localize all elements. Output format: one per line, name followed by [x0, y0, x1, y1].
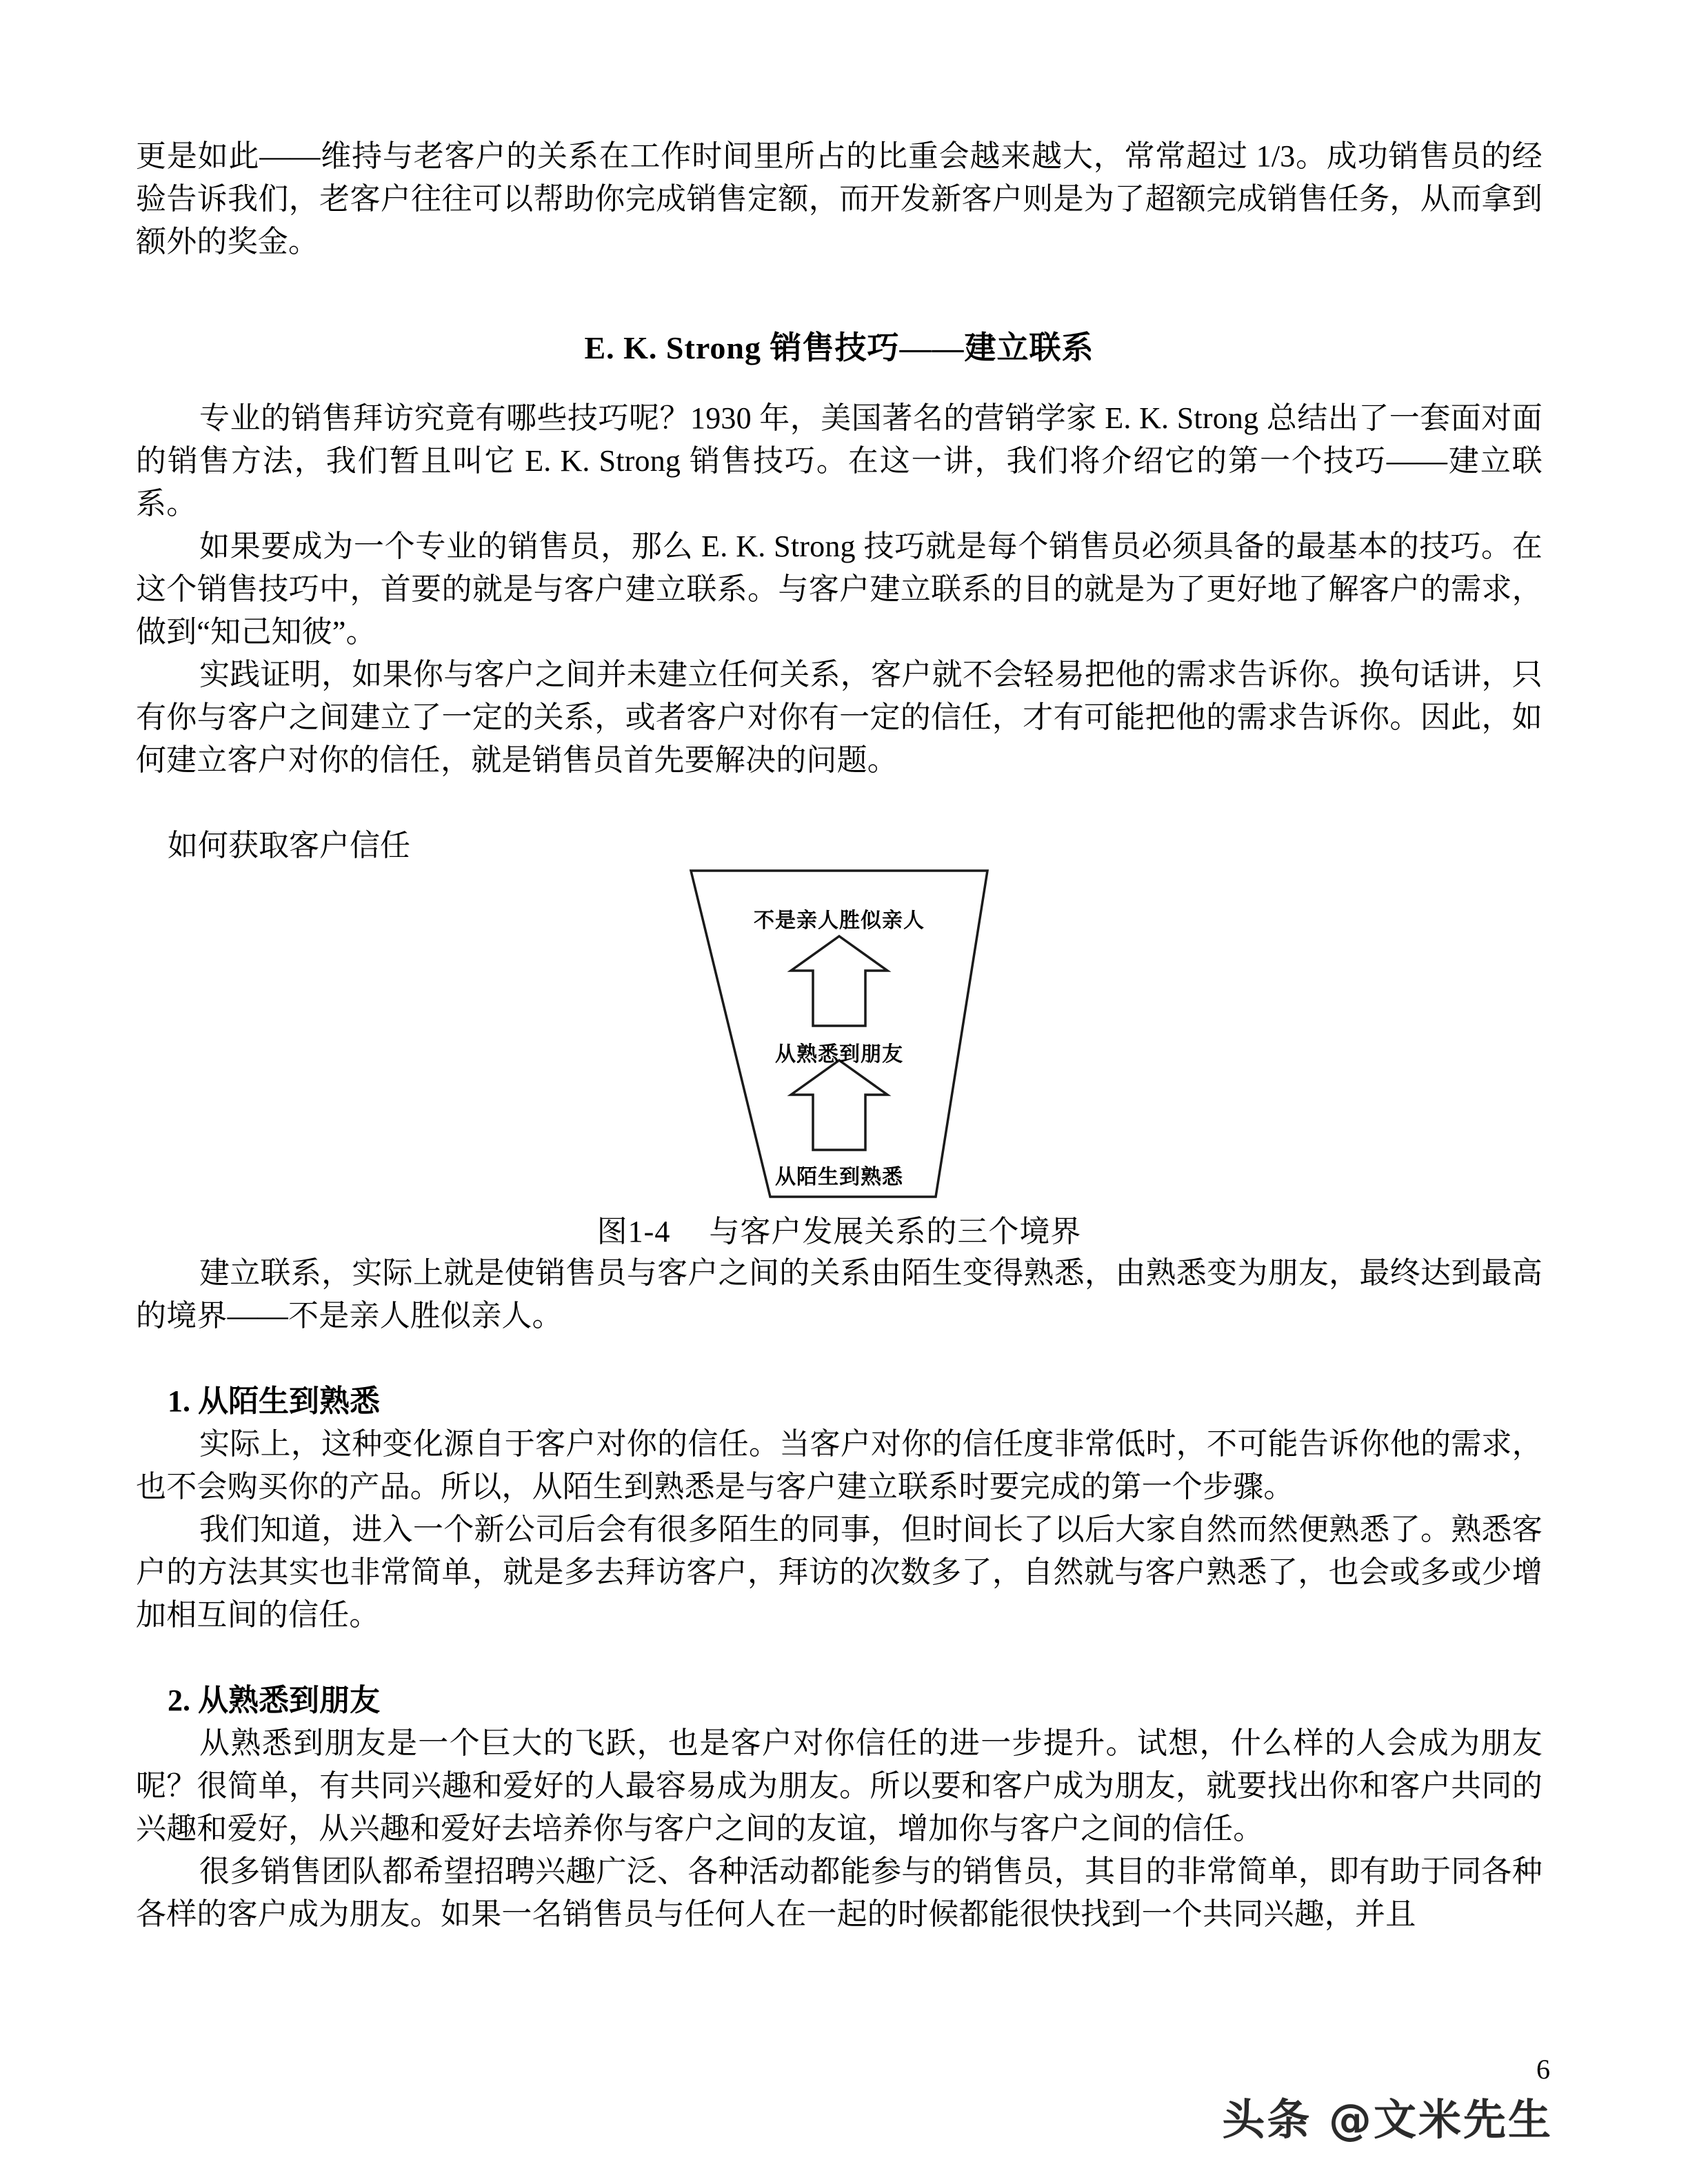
paragraph-7: 从熟悉到朋友是一个巨大的飞跃，也是客户对你信任的进一步提升。试想，什么样的人会成为朋友呢？很简单，有共同兴趣和爱好的人最容易成为朋友。所以要和客户成为朋友，就要找出你和客户共同的兴趣和爱好，从兴趣和爱好去培养你与客户之间的友谊，增加你与客户之间的信任。 — [136, 1726, 1543, 1846]
figure-1-4 — [136, 867, 1543, 1212]
page-number: 6 — [1536, 2054, 1550, 2085]
paragraph-3: 实践证明，如果你与客户之间并未建立任何关系，客户就不会轻易把他的需求告诉你。换句话讲，只有你与客户之间建立了一定的关系，或者客户对你有一定的信任，才有可能把他的需求告诉你。因此，如何建立客户对你的信任，就是销售员首先要解决的问题。 — [136, 658, 1543, 777]
figure-label-top: 不是亲人胜似亲人 — [754, 909, 925, 933]
subheading-2-familiar-to-friend: 2. 从熟悉到朋友 — [168, 1684, 380, 1717]
paragraph-8: 很多销售团队都希望招聘兴趣广泛、各种活动都能参与的销售员，其目的非常简单，即有助于同各种各样的客户成为朋友。如果一名销售员与任何人在一起的时候都能很快找到一个共同兴趣，并且 — [136, 1854, 1543, 1931]
spacer — [136, 263, 1543, 327]
paragraph-continued: 更是如此——维持与老客户的关系在工作时间里所占的比重会越来越大，常常超过 1/3。成功销售员的经验告诉我们，老客户往往可以帮助你完成销售定额，而开发新客户则是为了超额完成销售任务，从而拿到额外的奖金。 — [136, 139, 1543, 259]
watermark: 头条 @文米先生 — [1222, 2094, 1553, 2145]
section-title: E. K. Strong 销售技巧——建立联系 — [584, 330, 1094, 365]
paragraph-2: 如果要成为一个专业的销售员，那么 E. K. Strong 技巧就是每个销售员必须具备的最基本的技巧。在这个销售技巧中，首要的就是与客户建立联系。与客户建立联系的目的就是为了更好地了解客户的需求，做到“知己知彼”。 — [136, 529, 1543, 649]
paragraph-1: 专业的销售拜访究竟有哪些技巧呢？1930 年，美国著名的营销学家 E. K. Strong 总结出了一套面对面的销售方法，我们暂且叫它 E. K. Strong 销售技巧。在这一讲，我们将介绍它的第一个技巧——建立联系。 — [136, 401, 1543, 520]
figure-caption-number: 图1-4 — [596, 1215, 671, 1248]
figure-caption — [136, 1212, 1543, 1252]
paragraph-4: 建立联系，实际上就是使销售员与客户之间的关系由陌生变得熟悉，由熟悉变为朋友，最终达到最高的境界——不是亲人胜似亲人。 — [136, 1256, 1543, 1333]
figure-label-middle: 从熟悉到朋友 — [775, 1042, 903, 1066]
spacer — [136, 782, 1543, 825]
page-content — [136, 135, 1543, 1936]
subheading-how-to-gain-trust: 如何获取客户信任 — [168, 829, 410, 862]
figure-label-bottom: 从陌生到熟悉 — [775, 1165, 903, 1189]
spacer — [136, 1337, 1543, 1380]
paragraph-5: 实际上，这种变化源自于客户对你的信任。当客户对你的信任度非常低时，不可能告诉你他的需求，也不会购买你的产品。所以，从陌生到熟悉是与客户建立联系时要完成的第一个步骤。 — [136, 1427, 1543, 1504]
spacer — [136, 370, 1543, 397]
spacer — [136, 1637, 1543, 1679]
figure-caption-text: 与客户发展关系的三个境界 — [709, 1215, 1082, 1248]
subheading-1-stranger-to-familiar: 1. 从陌生到熟悉 — [168, 1384, 380, 1418]
paragraph-6: 我们知道，进入一个新公司后会有很多陌生的同事，但时间长了以后大家自然而然便熟悉了。熟悉客户的方法其实也非常简单，就是多去拜访客户，拜访的次数多了，自然就与客户熟悉了，也会或多或少增加相互间的信任。 — [136, 1513, 1543, 1632]
